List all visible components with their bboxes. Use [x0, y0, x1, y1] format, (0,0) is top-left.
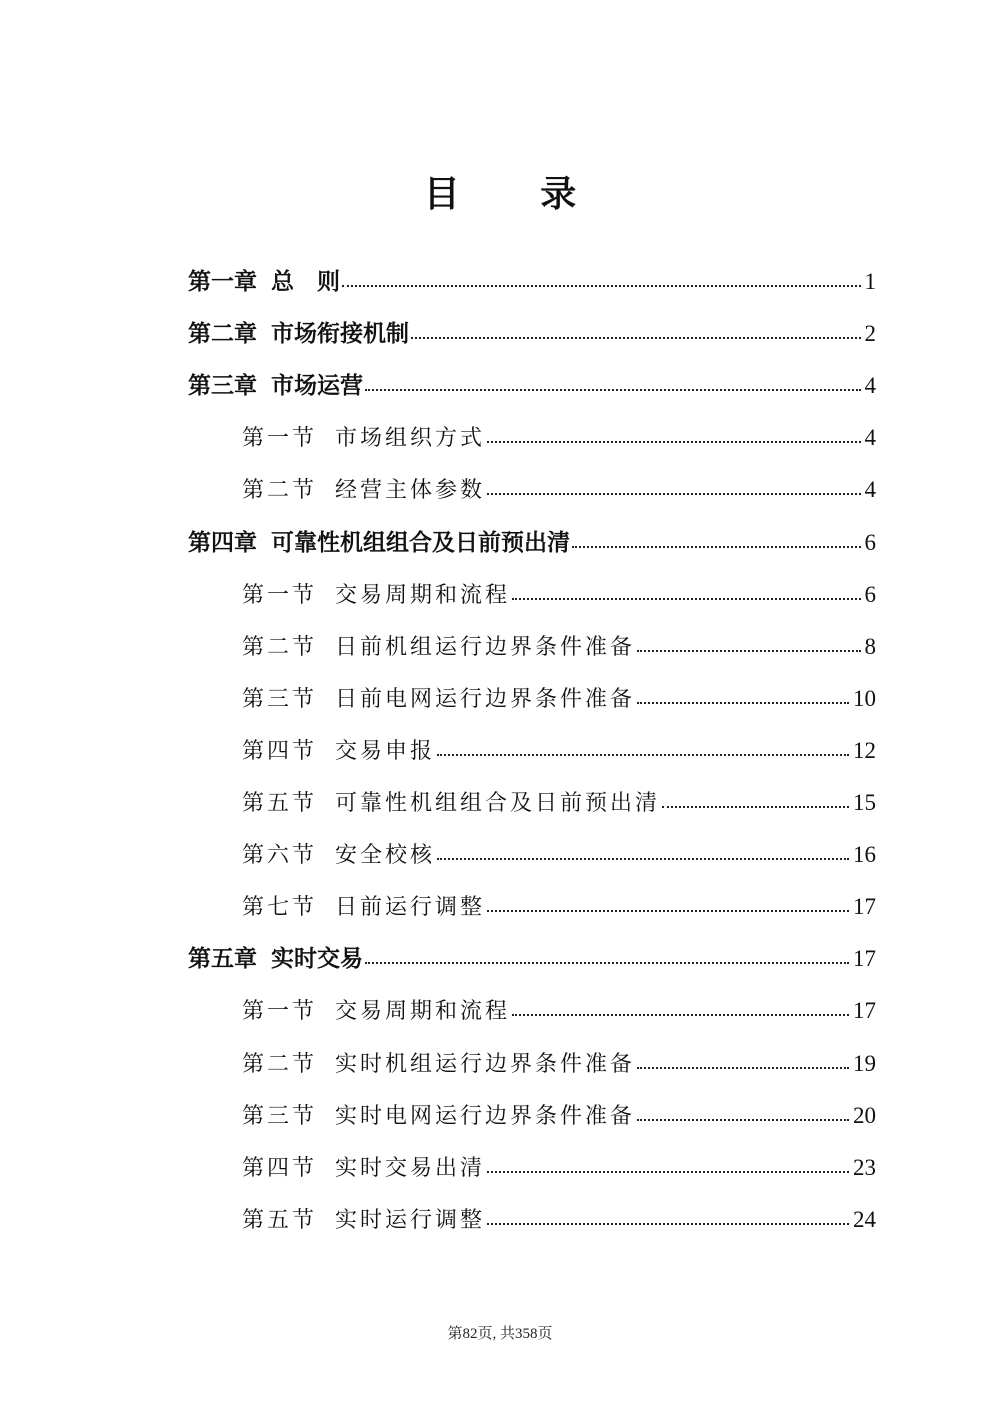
toc-entry-page-number: 8	[864, 633, 876, 659]
toc-dot-leader	[487, 441, 860, 443]
toc-dot-leader	[637, 702, 849, 704]
toc-entry-title: 实时交易出清	[335, 1155, 486, 1181]
toc-entry-page-number: 4	[864, 425, 876, 451]
toc-entry-title: 市场衔接机制	[271, 321, 409, 348]
toc-entry-page-number: 15	[853, 790, 876, 815]
toc-chapter-entry[interactable]	[188, 525, 876, 561]
toc-entry-title: 可靠性机组组合及日前预出清	[335, 791, 661, 816]
toc-entry-title: 经营主体参数	[335, 478, 486, 504]
toc-entry-page-number: 17	[853, 894, 876, 920]
toc-entry-number: 第五节	[242, 791, 318, 816]
toc-dot-leader	[342, 285, 861, 287]
toc-entry-number: 第二章	[188, 321, 257, 348]
toc-dot-leader	[637, 1119, 849, 1121]
toc-entry-title: 交易申报	[335, 738, 436, 764]
toc-section-entry[interactable]	[242, 1098, 876, 1134]
toc-section-entry[interactable]	[242, 733, 876, 769]
toc-entry-title: 交易周期和流程	[335, 582, 511, 608]
toc-dot-leader	[512, 598, 860, 600]
toc-chapter-entry[interactable]	[188, 368, 876, 404]
toc-entry-page-number: 20	[853, 1102, 876, 1128]
toc-entry-number: 第五章	[188, 946, 257, 973]
toc-chapter-entry[interactable]	[188, 316, 876, 352]
toc-entry-page-number: 2	[864, 321, 876, 347]
toc-entry-title: 总 则	[271, 269, 340, 295]
toc-entry-number: 第一节	[242, 582, 318, 608]
toc-entry-number: 第七节	[242, 895, 318, 921]
toc-entry-number: 第二节	[242, 634, 318, 660]
toc-section-entry[interactable]	[242, 785, 876, 821]
toc-entry-number: 第四章	[188, 529, 257, 556]
toc-dot-leader	[365, 962, 849, 964]
toc-dot-leader	[437, 858, 849, 860]
toc-dot-leader	[572, 546, 861, 548]
toc-entry-page-number: 17	[853, 998, 876, 1024]
toc-entry-page-number: 6	[864, 581, 876, 607]
toc-section-entry[interactable]	[242, 472, 876, 508]
toc-entry-page-number: 4	[864, 373, 876, 399]
toc-entry-title: 实时电网运行边界条件准备	[335, 1103, 636, 1129]
toc-entry-page-number: 6	[864, 529, 876, 555]
toc-dot-leader	[512, 1014, 849, 1016]
toc-entry-title: 实时运行调整	[335, 1207, 486, 1233]
toc-entry-page-number: 17	[853, 946, 876, 972]
toc-entry-title: 市场运营	[271, 373, 363, 400]
toc-dot-leader	[487, 1171, 849, 1173]
toc-entry-number: 第一节	[242, 426, 318, 452]
toc-section-entry[interactable]	[242, 629, 876, 665]
toc-entry-number: 第三节	[242, 686, 318, 712]
toc-entry-number: 第二节	[242, 1051, 318, 1077]
toc-section-entry[interactable]	[242, 1046, 876, 1082]
toc-entry-number: 第四节	[242, 1155, 318, 1181]
toc-section-entry[interactable]	[242, 889, 876, 925]
toc-section-entry[interactable]	[242, 1150, 876, 1186]
toc-dot-leader	[411, 337, 861, 339]
toc-entry-title: 市场组织方式	[335, 426, 486, 452]
toc-entry-number: 第三章	[188, 373, 257, 400]
toc-section-entry[interactable]	[242, 1202, 876, 1238]
toc-section-entry[interactable]	[242, 420, 876, 456]
toc-entry-number: 第一节	[242, 999, 318, 1025]
toc-entry-title: 日前运行调整	[335, 895, 486, 921]
toc-dot-leader	[637, 1067, 849, 1069]
toc-chapter-entry[interactable]	[188, 264, 876, 300]
toc-dot-leader	[487, 1223, 849, 1225]
toc-dot-leader	[365, 389, 861, 391]
toc-entry-number: 第二节	[242, 478, 318, 504]
toc-entry-number: 第一章	[188, 269, 257, 295]
toc-section-entry[interactable]	[242, 993, 876, 1029]
toc-entry-number: 第四节	[242, 738, 318, 764]
toc-section-entry[interactable]	[242, 837, 876, 873]
toc-entry-page-number: 1	[864, 269, 876, 294]
toc-entry-page-number: 19	[853, 1050, 876, 1076]
toc-entry-number: 第六节	[242, 843, 318, 869]
toc-entry-page-number: 24	[853, 1206, 876, 1232]
toc-entry-title: 交易周期和流程	[335, 999, 511, 1025]
toc-entry-title: 实时机组运行边界条件准备	[335, 1051, 636, 1077]
toc-entry-page-number: 23	[853, 1154, 876, 1180]
toc-dot-leader	[437, 754, 849, 756]
toc-dot-leader	[487, 493, 860, 495]
toc-dot-leader	[637, 650, 860, 652]
toc-entry-number: 第三节	[242, 1103, 318, 1129]
toc-entry-page-number: 16	[853, 842, 876, 868]
toc-entry-title: 安全校核	[335, 843, 436, 869]
toc-dot-leader	[662, 806, 849, 808]
toc-entry-title: 可靠性机组组合及日前预出清	[271, 529, 570, 556]
toc-entry-page-number: 10	[853, 685, 876, 711]
page-title: 目 录	[423, 174, 611, 215]
toc-entry-number: 第五节	[242, 1207, 318, 1233]
toc-section-entry[interactable]	[242, 681, 876, 717]
toc-entry-title: 日前电网运行边界条件准备	[335, 686, 636, 712]
page-footer: 第82页, 共358页	[447, 1326, 553, 1342]
toc-entry-title: 日前机组运行边界条件准备	[335, 634, 636, 660]
toc-entry-page-number: 12	[853, 737, 876, 763]
toc-entry-title: 实时交易	[271, 946, 363, 973]
toc-chapter-entry[interactable]	[188, 941, 876, 977]
toc-dot-leader	[487, 910, 849, 912]
toc-entry-page-number: 4	[864, 477, 876, 503]
toc-section-entry[interactable]	[242, 577, 876, 613]
